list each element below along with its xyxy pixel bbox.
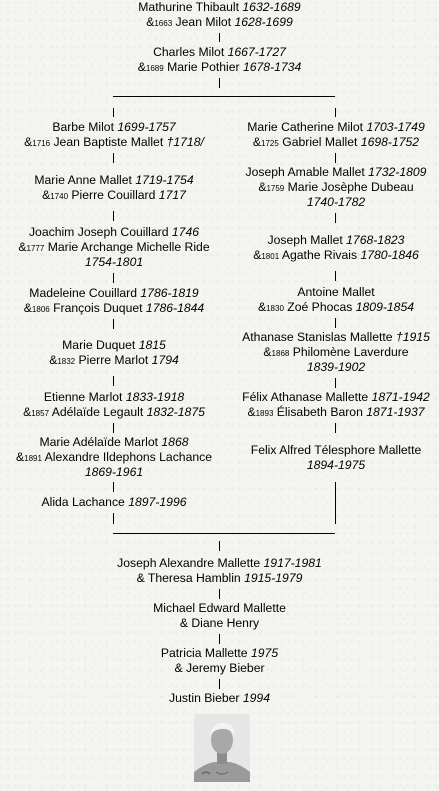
connector-line (219, 634, 220, 644)
connector-line (113, 376, 114, 386)
connector-line (113, 319, 114, 329)
person-mathurine-thibault: Mathurine Thibault 1632-1689 (138, 0, 301, 14)
connector-line (113, 273, 114, 283)
spouse-philomene-laverdure: &1868 Philomène Laverdure (263, 345, 409, 359)
person-barbe-milot: Barbe Milot 1699-1757 (52, 120, 176, 134)
spouse-theresa-hamblin: & Theresa Hamblin 1915-1979 (136, 571, 303, 585)
person-madeleine-couillard: Madeleine Couillard 1786-1819 (29, 286, 199, 300)
connector-line (113, 211, 114, 221)
portrait-photo (194, 714, 250, 782)
connector-line (335, 271, 336, 281)
spouse-marie-josephe-dubeau: &1759 Marie Josèphe Dubeau (258, 180, 414, 194)
spouse-dates: 1839-1902 (306, 360, 366, 374)
spouse-dates: 1740-1782 (306, 195, 366, 209)
person-marie-anne-mallet: Marie Anne Mallet 1719-1754 (34, 173, 194, 187)
spouse-jeremy-bieber: & Jeremy Bieber (174, 661, 265, 675)
person-joachim-joseph-couillard: Joachim Joseph Couillard 1746 (28, 225, 200, 239)
spouse-jean-milot: &1663 Jean Milot 1628-1699 (146, 15, 293, 29)
connector-line (335, 108, 336, 117)
spouse-francois-duquet: &1806 François Duquet 1786-1844 (23, 301, 205, 315)
spouse-adelaide-legault: &1857 Adélaïde Legault 1832-1875 (23, 405, 205, 419)
person-charles-milot: Charles Milot 1667-1727 (153, 45, 286, 59)
connector-line (335, 482, 336, 524)
connector-line (335, 423, 336, 433)
connector-line (113, 153, 114, 163)
spouse-diane-henry: & Diane Henry (179, 616, 260, 630)
person-marie-adelaide-marlot: Marie Adélaïde Marlot 1868 (39, 435, 189, 449)
person-joseph-alexandre-mallette: Joseph Alexandre Mallette 1917-1981 (117, 556, 322, 570)
connector-line (113, 423, 114, 433)
connector-line (335, 213, 336, 223)
spouse-elisabeth-baron: &1893 Élisabeth Baron 1871-1937 (247, 405, 425, 419)
person-marie-duquet: Marie Duquet 1815 (62, 338, 166, 352)
branch-merge-line (113, 533, 335, 534)
person-athanase-stanislas-mallette: Athanase Stanislas Mallette †1915 (242, 330, 430, 344)
connector-line (113, 482, 114, 492)
spouse-marie-pothier: &1689 Marie Pothier 1678-1734 (137, 60, 302, 74)
connector-line (219, 33, 220, 42)
person-justin-bieber: Justin Bieber 1994 (169, 691, 270, 705)
person-joseph-amable-mallet: Joseph Amable Mallet 1732-1809 (245, 165, 427, 179)
connector-line (219, 78, 220, 88)
spouse-pierre-marlot: &1832 Pierre Marlot 1794 (49, 353, 179, 367)
person-michael-edward-mallette: Michael Edward Mallette (153, 601, 286, 615)
connector-line (219, 541, 220, 551)
connector-line (219, 589, 220, 599)
spouse-gabriel-mallet: &1725 Gabriel Mallet 1698-1752 (252, 135, 420, 149)
spouse-alexandre-ildephons-lachance: &1891 Alexandre Ildephons Lachance (15, 450, 213, 464)
person-felix-athanase-mallette: Félix Athanase Mallette 1871-1942 (242, 390, 430, 404)
connector-line (219, 679, 220, 689)
person-marie-catherine-milot: Marie Catherine Milot 1703-1749 (247, 120, 425, 134)
connector-line (113, 513, 114, 524)
spouse-agathe-rivais: &1801 Agathe Rivais 1780-1846 (253, 248, 419, 262)
connector-line (335, 318, 336, 328)
spouse-zoe-phocas: &1830 Zoé Phocas 1809-1854 (257, 300, 415, 314)
spouse-pierre-couillard: &1740 Pierre Couillard 1717 (42, 188, 186, 202)
spouse-dates: 1754-1801 (84, 255, 144, 269)
person-patricia-mallette: Patricia Mallette 1975 (160, 646, 279, 660)
person-etienne-marlot: Etienne Marlot 1833-1918 (43, 390, 185, 404)
person-felix-alfred-telesphore-mallette: Felix Alfred Télesphore Mallette (250, 443, 422, 457)
connector-line (113, 108, 114, 117)
connector-line (335, 153, 336, 163)
person-antoine-mallet: Antoine Mallet (297, 285, 375, 299)
spouse-jean-baptiste-mallet: &1716 Jean Baptiste Mallet †1718/ (24, 135, 204, 149)
branch-split-line (113, 96, 335, 97)
spouse-marie-archange-michelle-ride: &1777 Marie Archange Michelle Ride (18, 240, 210, 254)
spouse-dates: 1869-1961 (84, 465, 144, 479)
person-alida-lachance: Alida Lachance 1897-1996 (41, 495, 187, 509)
person-joseph-mallet: Joseph Mallet 1768-1823 (267, 233, 405, 247)
person-dates: 1894-1975 (306, 458, 366, 472)
connector-line (335, 378, 336, 388)
